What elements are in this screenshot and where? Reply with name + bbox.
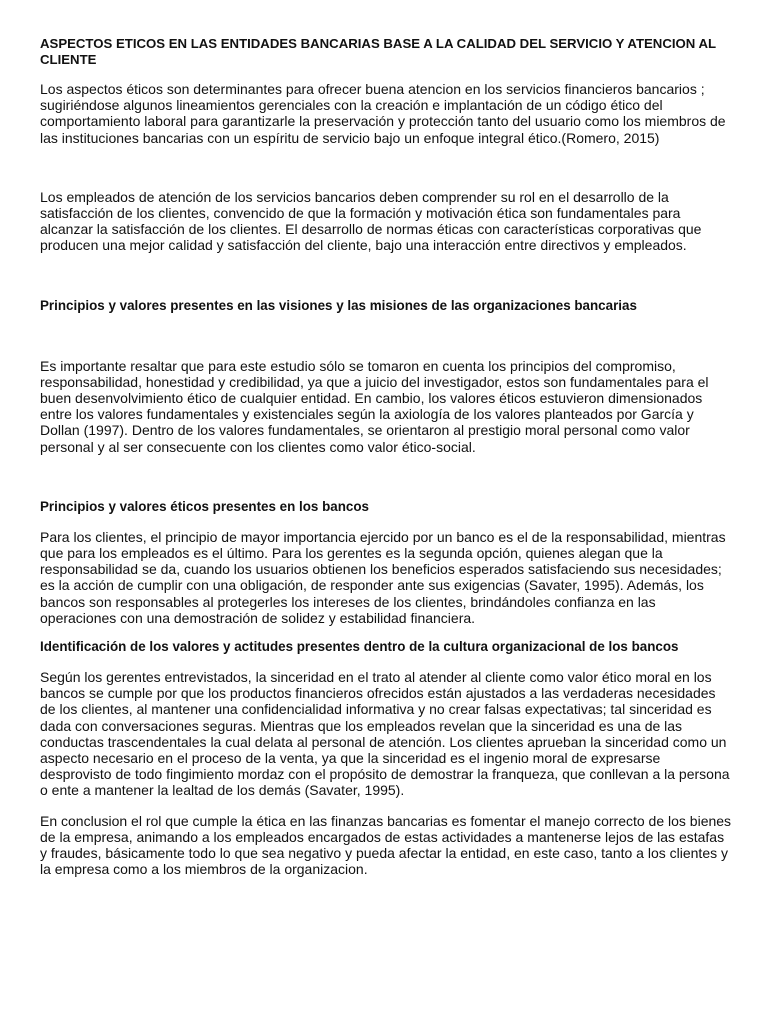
- paragraph-intro: Los aspectos éticos son determinantes para ofrecer buena atencion en los servicios financieros bancarios ; sugiriéndose algunos lineamientos gerenciales con la creación e implantación de un código ético del comportamiento laboral para garantizarle la preservación y protección tanto del usuario como los miembros de las instituciones bancarias con un espíritu de servicio bajo un enfoque integral ético.(Romero, 2015): [40, 81, 726, 146]
- paragraph-employees: Los empleados de atención de los servicios bancarios deben comprender su rol en el desarrollo de la satisfacción de los clientes, convencido de que la formación y motivación ética son fundamentales para alcanzar la satisfacción de los clientes. El desarrollo de normas éticas con características corporativas que producen una mejor calidad y satisfacción del cliente, bajo una interacción entre directivos y empleados.: [40, 188, 702, 254]
- paragraph-conclusion: En conclusion el rol que cumple la ética en las finanzas bancarias es fomentar el manejo correcto de los bienes de la empresa, animando a los empleados encargados de estas actividades a mantenerse lejos de las estafas y fraudes, básicamente todo lo que sea negativo y pueda afectar la entidad, en este caso, tanto a los clientes y la empresa como a los miembros de la organizacion.: [40, 812, 732, 878]
- paragraph-principles-study: Es importante resaltar que para este estudio sólo se tomaron en cuenta los principios del compromiso, responsabilidad, honestidad y credibilidad, ya que a juicio del investigador, estos son fundamentales para el buen desenvolvimiento ético de cualquier entidad. En cambio, los valores éticos estuvieron dimensionados entre los valores fundamentales y existenciales según la axiología de los valores planteados por García y Dollan (1997). Dentro de los valores fundamentales, se orientaron al prestigio moral personal como valor personal y al ser consecuente con los clientes como valor ético-social.: [40, 357, 709, 455]
- section-heading-ethical-principles: Principios y valores éticos presentes en los bancos: [40, 498, 369, 514]
- document-title: ASPECTOS ETICOS EN LAS ENTIDADES BANCARIAS BASE A LA CALIDAD DEL SERVICIO Y ATENCION AL CLIENTE: [40, 36, 716, 67]
- section-heading-organizational-culture: Identificación de los valores y actitudes presentes dentro de la cultura organizacional de los bancos: [40, 639, 679, 655]
- paragraph-sincerity: Según los gerentes entrevistados, la sinceridad en el trato al atender al cliente como valor ético moral en los bancos se cumple por que los productos financieros ofrecidos están ajustados a las verdaderas necesidades de los clientes, al mantener una confidencialidad informativa y no crear falsas expectativas; tal sinceridad es dada con conversaciones seguras. Mientras que los empleados revelan que la sinceridad es una de las conductas trascendentales la cual delata al personal de atención. Los clientes aprueban la sinceridad como un aspecto necesario en el proceso de la venta, ya que la sinceridad es el ingenio moral de expresarse desprovisto de todo fingimiento mordaz con el propósito de demostrar la franqueza, que conllevan a la persona o ente a mantener la lealtad de los demás (Savater, 1995).: [40, 669, 730, 799]
- document-page: [40, 36, 732, 878]
- paragraph-responsibility: Para los clientes, el principio de mayor importancia ejercido por un banco es el de la responsabilidad, mientras que para los empleados es el último. Para los gerentes es la segunda opción, quienes alegan que la responsabilidad se da, cuando los usuarios obtienen los beneficios esperados satisfaciendo sus necesidades; es la acción de cumplir con una obligación, de responder ante sus exigencias (Savater, 1995). Además, los bancos son responsables al protegerles los intereses de los clientes, brindándoles confianza en las operaciones con una demostración de solidez y estabilidad financiera.: [40, 528, 726, 626]
- section-heading-visions-missions: Principios y valores presentes en las visiones y las misiones de las organizaciones bancarias: [40, 297, 637, 313]
